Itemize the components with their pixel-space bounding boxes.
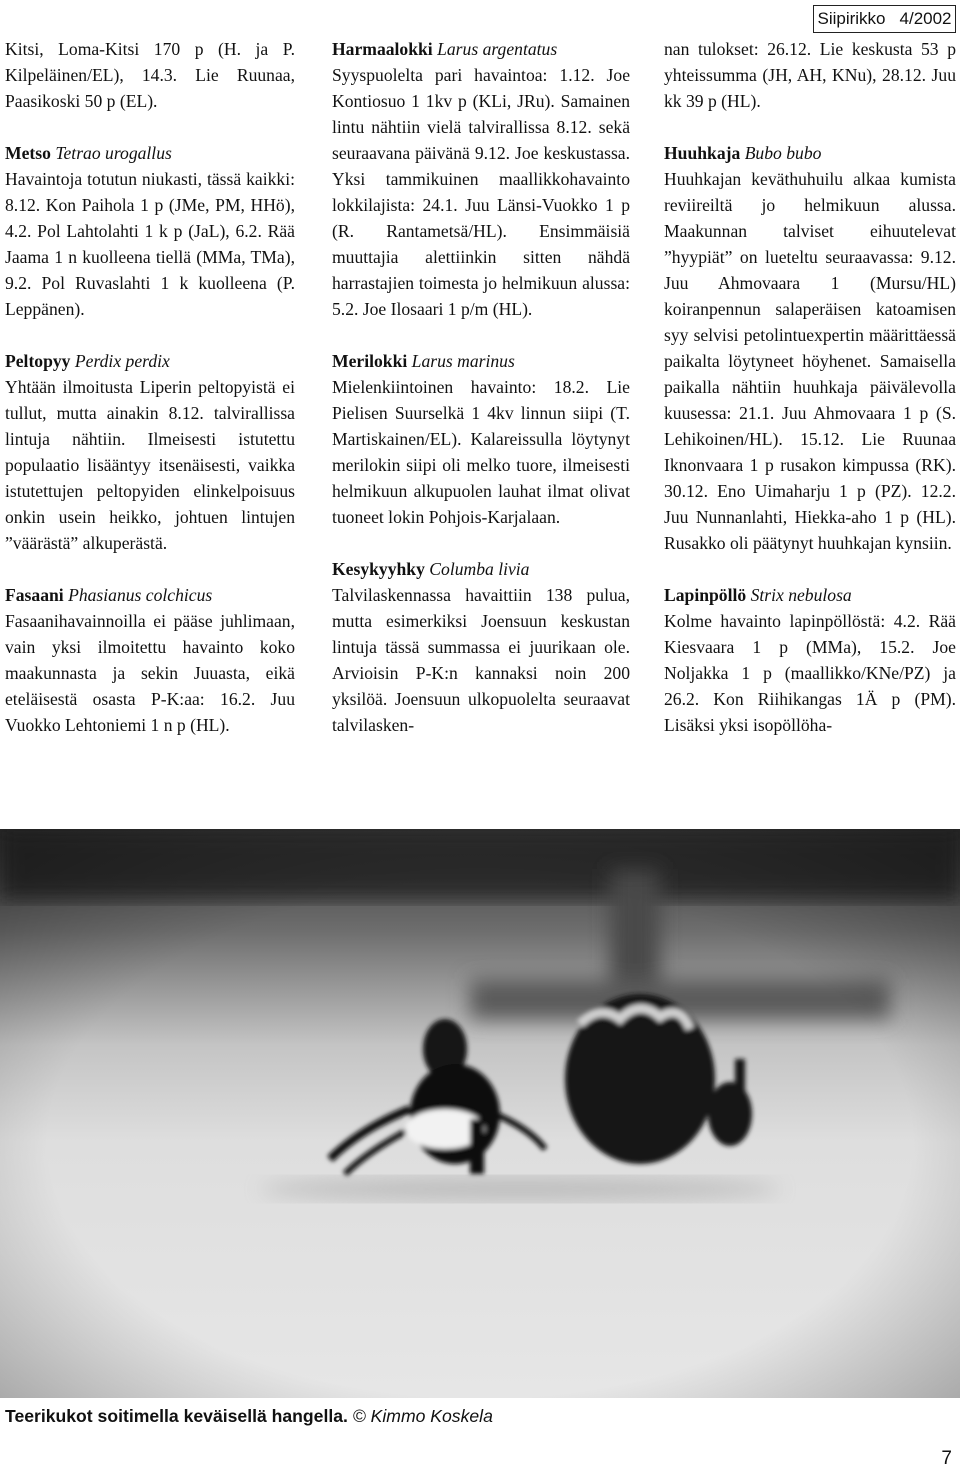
species-text: Fasaanihavainnoilla ei pääse juhlimaan, vain yksi ilmoitettu havainto koko maakunnasta ja sekin Juuasta, eikä eteläisestä osasta P-K:aa: 16.2. Juu Vuokko Lehtoniemi 1 n p (HL).: [5, 611, 295, 735]
species-entry-huuhkaja: [664, 140, 956, 556]
species-scientific-name: Perdix perdix: [74, 351, 170, 371]
species-text: Talvilaskennassa havaittiin 138 pulua, mutta esimerkiksi Joensuun keskustan lintuja tässä summassa ei juurikaan ole. Arvioisin P-K:n kannaksi noin 200 yksilöä. Joensuun ulkopuolelta seuraavat talvilasken-: [332, 585, 630, 735]
species-name: Huuhkaja: [664, 143, 741, 163]
species-text: Huuhkajan keväthuhuilu alkaa kumista reviireiltä jo helmikuun alussa. Maakunnan talviset eihuutelevat ”hyypiät” on lueteltu seuraavassa: 9.12. Juu Ahmovaara 1 (Mursu/HL) koiranpennun salaperäisen katoamisen syy selvisi petolintuexpertin määrittäessä paikalta löytyneet höyhenet. Samaisella paikalla nähtiin huuhkaja päivälevolla kuusessa: 21.1. Juu Ahmovaara 1 p (S. Lehikoinen/HL). 15.12. Lie Ruunaa Iknonvaara 1 p rusakon kimpussa (RK). 30.12. Eno Uimaharju 1 p (PZ). 12.2. Juu Nunnanlahti, Hiekka-aho 1 p (HL). Rusakko oli päätynyt huuhkajan kynsiin.: [664, 169, 956, 553]
column-1: [5, 36, 295, 764]
species-text: Havaintoja totutun niukasti, tässä kaikki: 8.12. Kon Paihola 1 p (JMe, PM, HHö), 4.2. Pol Lahtolahti 1 k p (JaL), 6.2. Rää Jaama 1 n kuolleena tiellä (MMa, TMa), 9.2. Pol Ruvaslahti 1 k kuolleena (P. Leppänen).: [5, 169, 295, 319]
species-scientific-name: Columba livia: [429, 559, 530, 579]
species-scientific-name: Larus marinus: [411, 351, 515, 371]
species-text: Yhtään ilmoitusta Liperin peltopyistä ei tullut, mutta ainakin 8.12. talvirallissa lintuja nähtiin. Ilmeisesti istutettu populaatio lisääntyy itsenäisesti, vaikka istutettujen peltopyiden elinkelpoisuus onkin usein heikko, johtuen lintujen ”väärästä” alkuperästä.: [5, 377, 295, 553]
issue-number: 4/2002: [899, 9, 952, 28]
photo-caption: [5, 1406, 493, 1427]
species-name: Merilokki: [332, 351, 408, 371]
species-scientific-name: Larus argentatus: [437, 39, 558, 59]
species-text: Syyspuolelta pari havaintoa: 1.12. Joe Kontiosuo 1 1kv p (KLi, JRu). Samainen lintu nähtiin vielä talvirallissa 8.12. sekä seuraavana päivänä 9.12. Joe keskustassa. Yksi tammikuinen maallikkohavainto lokkilajista: 24.1. Juu Länsi-Vuokko 1 p (R. Rantametsä/HL). Ensimmäisiä muuttajia alettiinkin sitten nähdä harrastajien toimesta jo helmikuun alussa: 5.2. Joe Ilosaari 1 p/m (HL).: [332, 65, 630, 319]
species-scientific-name: Bubo bubo: [744, 143, 822, 163]
species-name: Peltopyy: [5, 351, 71, 371]
publication-name: Siipirikko: [817, 9, 886, 28]
species-entry-fasaani: [5, 582, 295, 738]
species-name: Harmaalokki: [332, 39, 433, 59]
species-scientific-name: Tetrao urogallus: [55, 143, 172, 163]
page-number: 7: [941, 1448, 952, 1469]
species-name: Kesykyyhky: [332, 559, 425, 579]
species-entry-merilokki: [332, 348, 630, 530]
column-3: [664, 36, 956, 764]
species-scientific-name: Strix nebulosa: [750, 585, 852, 605]
caption-text: Teerikukot soitimella keväisellä hangella.: [5, 1406, 348, 1426]
black-grouse-photo: [0, 829, 960, 1398]
species-name: Fasaani: [5, 585, 64, 605]
column-2: [332, 36, 630, 764]
species-entry-peltopyy: [5, 348, 295, 556]
species-scientific-name: Phasianus colchicus: [68, 585, 213, 605]
issue-header: [813, 5, 956, 33]
column-1-intro: Kitsi, Loma-Kitsi 170 p (H. ja P. Kilpeläinen/EL), 14.3. Lie Ruunaa, Paasikoski 50 p (EL).: [5, 39, 295, 111]
species-entry-kesykyyhky: [332, 556, 630, 738]
species-entry-metso: [5, 140, 295, 322]
species-text: Mielenkiintoinen havainto: 18.2. Lie Pielisen Suurselkä 1 4kv linnun siipi (T. Martiskainen/EL). Kalareissulla löytynyt merilokin siipi oli melko tuore, ilmeisesti helmikuun alkupuolen lauhat ilmat olivat tuoneet lokin Pohjois-Karjalaan.: [332, 377, 630, 527]
species-name: Metso: [5, 143, 51, 163]
photo-credit: © Kimmo Koskela: [352, 1406, 493, 1426]
column-3-intro: nan tulokset: 26.12. Lie keskusta 53 p yhteissumma (JH, AH, KNu), 28.12. Juu kk 39 p (HL).: [664, 39, 956, 111]
species-name: Lapinpöllö: [664, 585, 747, 605]
species-entry-lapinpollo: [664, 582, 956, 738]
species-entry-harmaalokki: [332, 36, 630, 322]
species-text: Kolme havainto lapinpöllöstä: 4.2. Rää Kiesvaara 1 p (MMa), 15.2. Joe Noljakka 1 p (maallikko/KNe/PZ) ja 26.2. Kon Riihikangas 1Ä p (PM). Lisäksi yksi isopöllöha-: [664, 611, 956, 735]
